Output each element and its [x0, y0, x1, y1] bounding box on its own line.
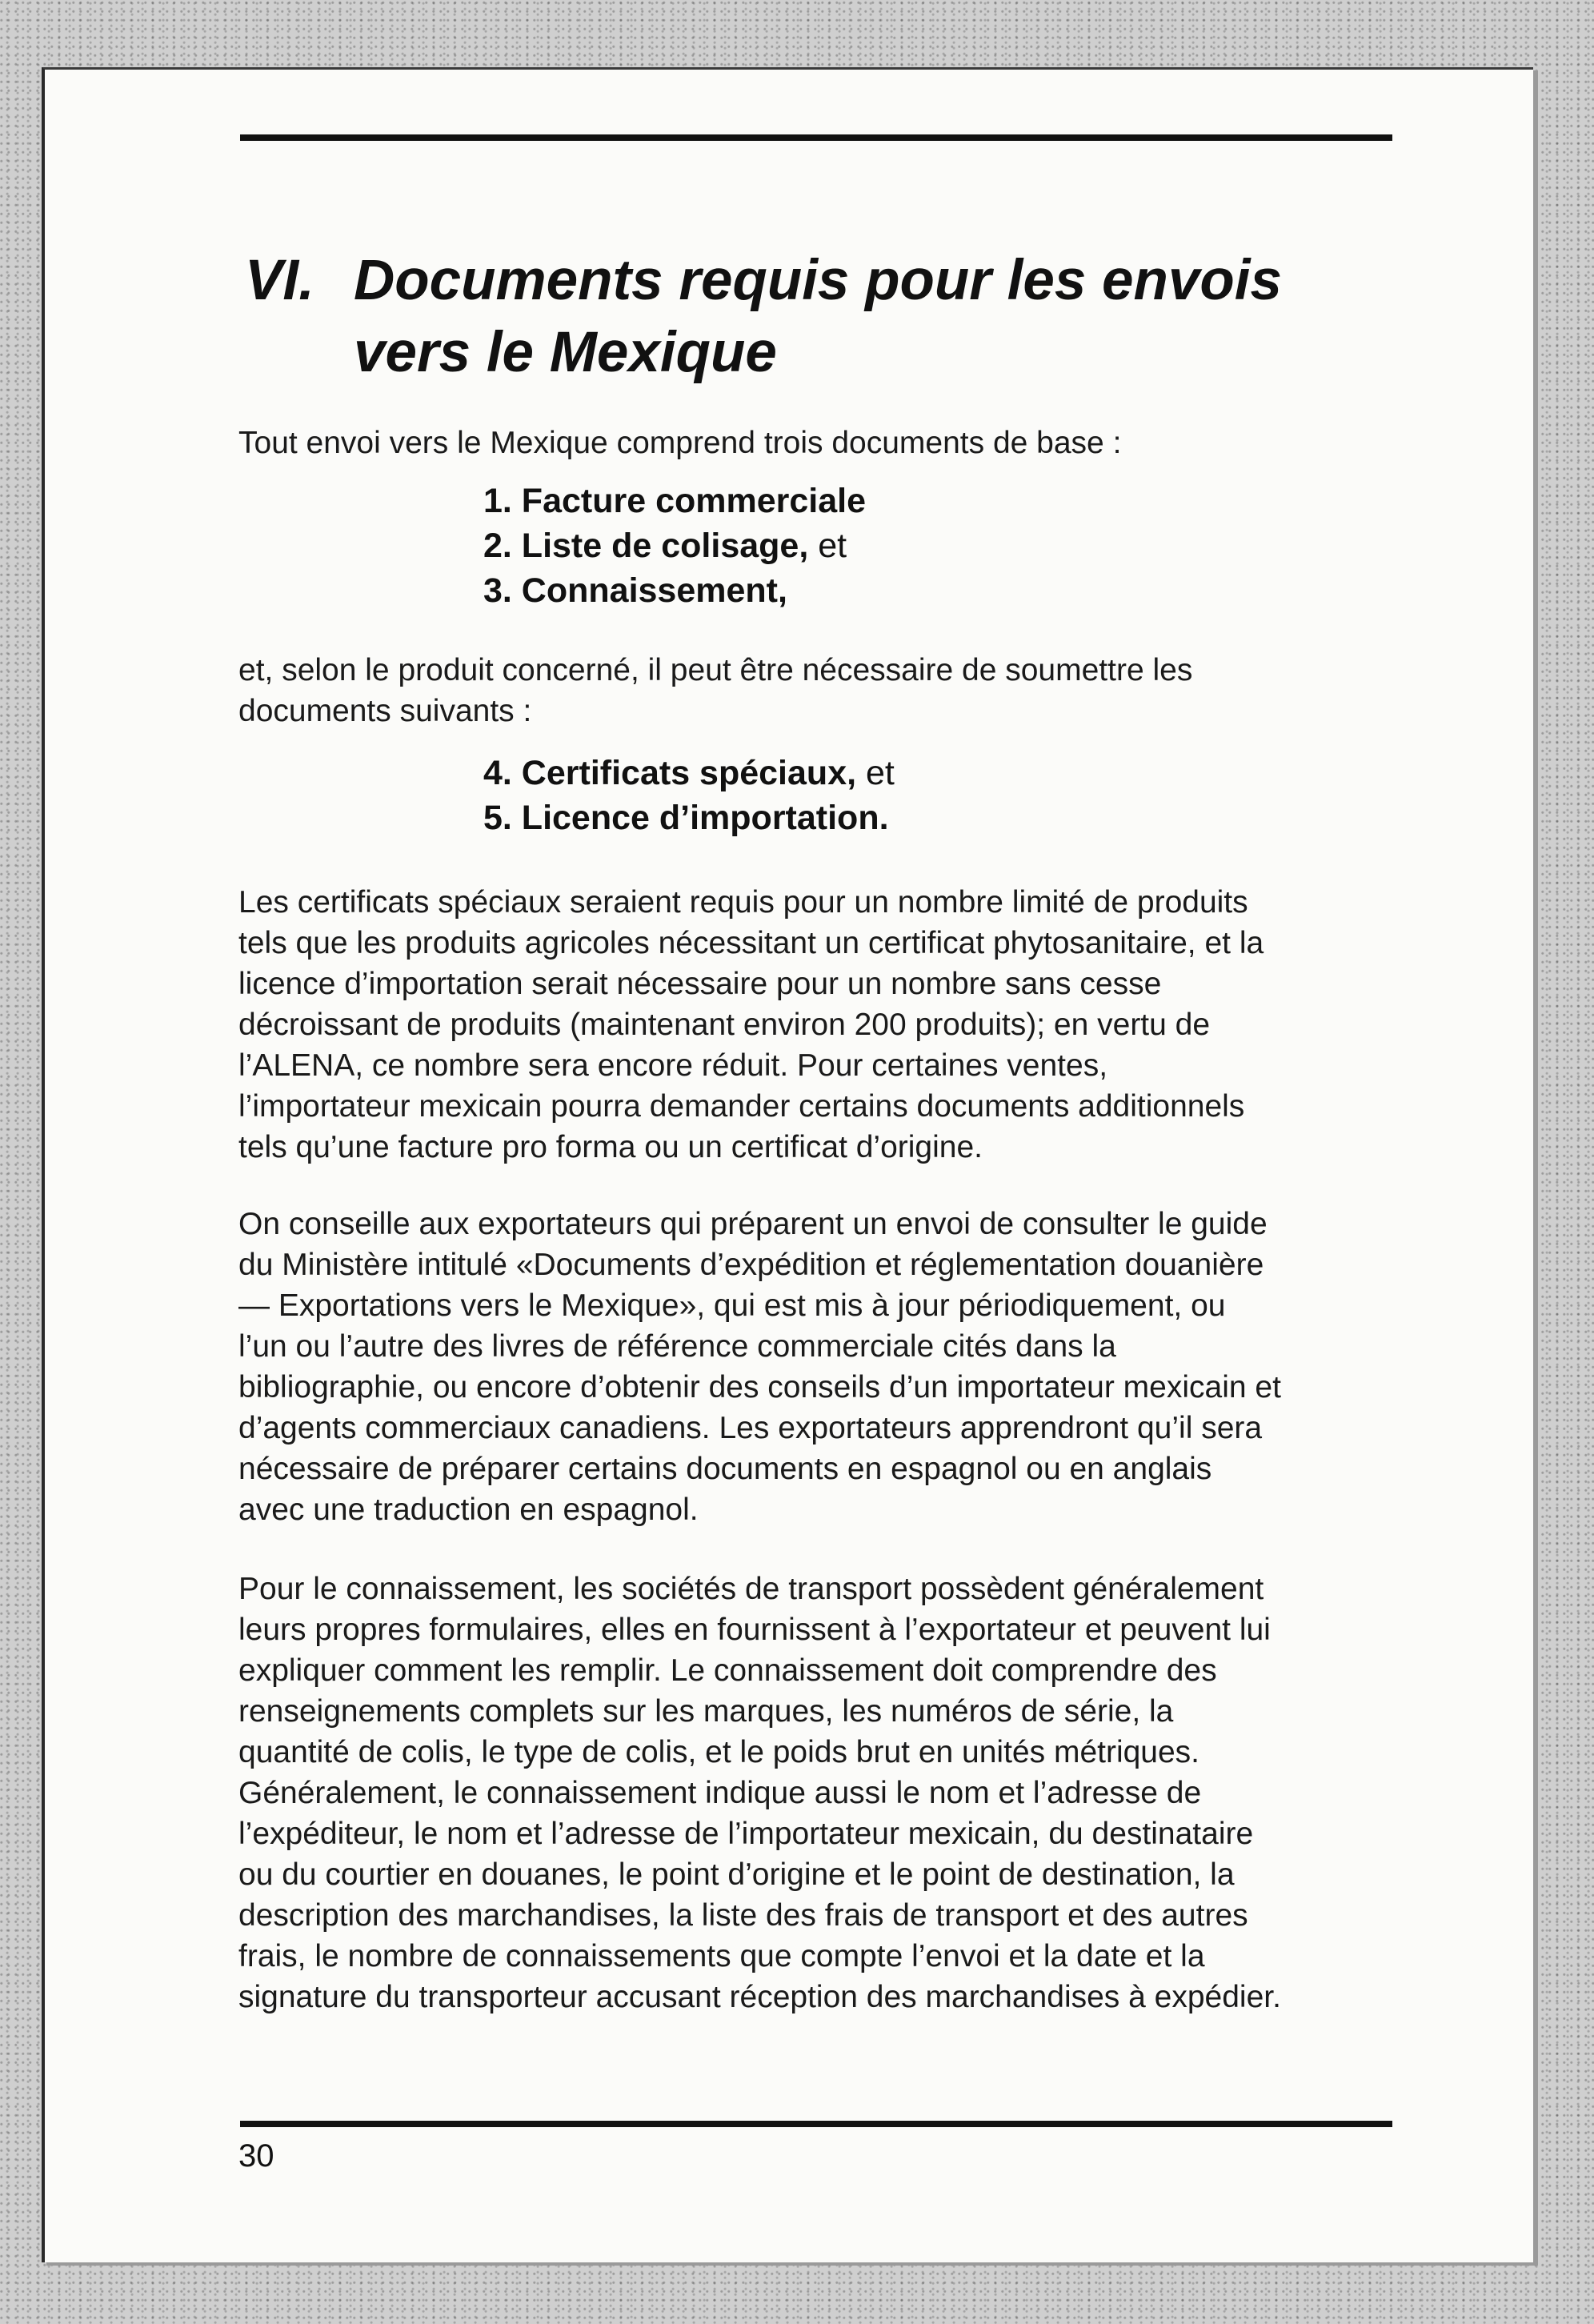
list-item	[483, 479, 866, 523]
text-line: leurs propres formulaires, elles en fournissent à l’exportateur et peuvent lui	[238, 1613, 1271, 1647]
text-line: Généralement, le connaissement indique aussi le nom et l’adresse de	[238, 1776, 1202, 1810]
list-item	[483, 523, 866, 568]
list-item-label: 1. Facture commerciale	[483, 482, 867, 520]
list-item	[483, 795, 895, 840]
list-item-label: 5. Licence d’importation.	[483, 799, 889, 837]
text-line: tels qu’une facture pro forma ou un certificat d’origine.	[238, 1130, 983, 1164]
section-title-line-1: Documents requis pour les envois	[354, 249, 1282, 312]
text-line: d’agents commerciaux canadiens. Les exportateurs apprendront qu’il sera	[238, 1411, 1263, 1445]
page-number: 30	[238, 2138, 274, 2174]
text-line: licence d’importation serait nécessaire pour un nombre sans cesse	[238, 967, 1162, 1001]
bill-of-lading-paragraph	[238, 1569, 1391, 2017]
section-number: VI.	[245, 249, 314, 312]
text-line: signature du transporteur accusant réception des marchandises à expédier.	[238, 1980, 1281, 2014]
additional-documents-list	[483, 751, 895, 840]
list-item	[483, 568, 866, 613]
list-item	[483, 751, 895, 795]
text-line: Tout envoi vers le Mexique comprend trois documents de base :	[238, 426, 1122, 460]
text-line: quantité de colis, le type de colis, et le poids brut en unités métriques.	[238, 1735, 1200, 1769]
text-line: nécessaire de préparer certains documents en espagnol ou en anglais	[238, 1452, 1212, 1486]
bottom-rule	[240, 2121, 1392, 2127]
list-item-label: 4. Certificats spéciaux,	[483, 754, 857, 792]
text-line: tels que les produits agricoles nécessitant un certificat phytosanitaire, et la	[238, 926, 1264, 960]
text-line: Les certificats spéciaux seraient requis pour un nombre limité de produits	[238, 885, 1248, 920]
text-line: documents suivants :	[238, 694, 532, 728]
text-line: du Ministère intitulé «Documents d’expédition et réglementation douanière	[238, 1248, 1264, 1282]
text-line: — Exportations vers le Mexique», qui est mis à jour périodiquement, ou	[238, 1288, 1226, 1323]
section-title	[245, 245, 1381, 389]
text-line: description des marchandises, la liste des frais de transport et des autres	[238, 1898, 1248, 1933]
certificates-paragraph	[238, 882, 1391, 1168]
text-line: l’ALENA, ce nombre sera encore réduit. Pour certaines ventes,	[238, 1048, 1108, 1083]
list-item-suffix: et	[808, 527, 847, 565]
intro-paragraph	[238, 423, 1391, 463]
text-line: bibliographie, ou encore d’obtenir des conseils d’un importateur mexicain et	[238, 1370, 1281, 1404]
list-item-label: 2. Liste de colisage,	[483, 527, 809, 565]
list-item-suffix: et	[856, 754, 895, 792]
section-title-line-2: vers le Mexique	[354, 321, 777, 384]
top-rule	[240, 134, 1392, 141]
conditional-intro-paragraph	[238, 650, 1391, 731]
text-line: et, selon le produit concerné, il peut être nécessaire de soumettre les	[238, 653, 1193, 687]
text-line: Pour le connaissement, les sociétés de transport possèdent généralement	[238, 1572, 1264, 1606]
basic-documents-list	[483, 479, 866, 613]
text-line: l’importateur mexicain pourra demander certains documents additionnels	[238, 1089, 1245, 1124]
advice-paragraph	[238, 1204, 1391, 1530]
text-line: l’un ou l’autre des livres de référence commerciale cités dans la	[238, 1329, 1116, 1364]
text-line: frais, le nombre de connaissements que compte l’envoi et la date et la	[238, 1939, 1205, 1973]
list-item-label: 3. Connaissement,	[483, 571, 787, 610]
text-line: avec une traduction en espagnol.	[238, 1493, 699, 1527]
text-line: renseignements complets sur les marques, les numéros de série, la	[238, 1694, 1174, 1729]
text-line: ou du courtier en douanes, le point d’origine et le point de destination, la	[238, 1857, 1235, 1892]
text-line: décroissant de produits (maintenant environ 200 produits); en vertu de	[238, 1008, 1211, 1042]
text-line: On conseille aux exportateurs qui préparent un envoi de consulter le guide	[238, 1207, 1268, 1241]
text-line: expliquer comment les remplir. Le connaissement doit comprendre des	[238, 1653, 1217, 1688]
text-line: l’expéditeur, le nom et l’adresse de l’importateur mexicain, du destinataire	[238, 1817, 1254, 1851]
